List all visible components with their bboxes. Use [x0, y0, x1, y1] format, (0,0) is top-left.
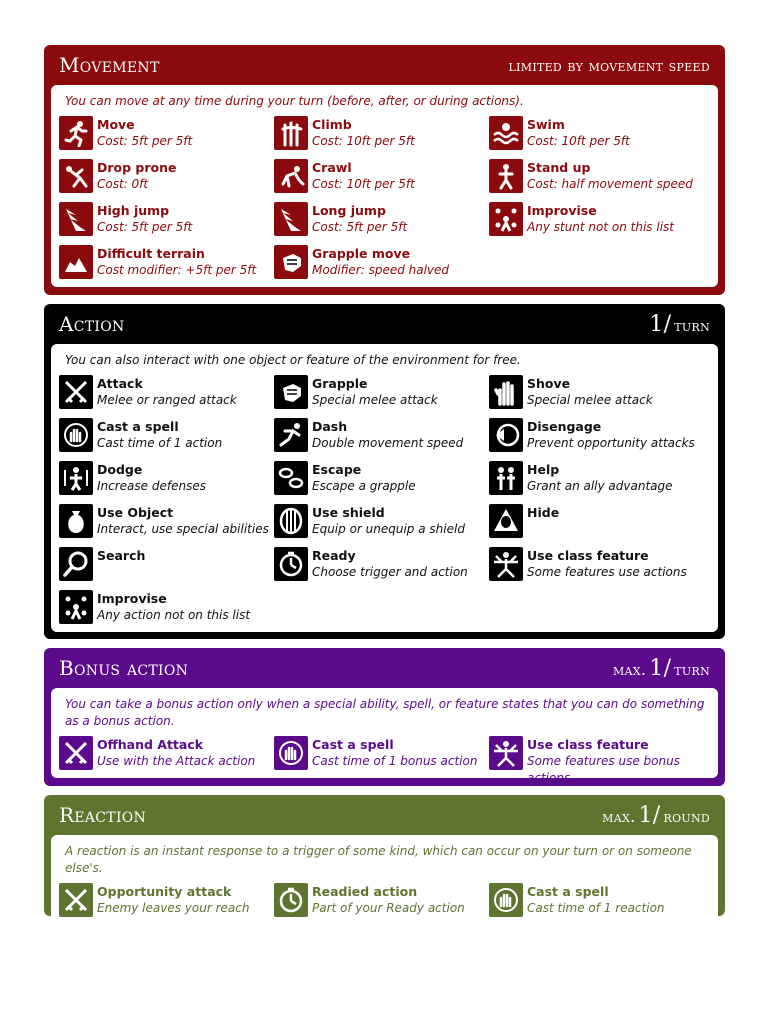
- movement-item-label: Climb: [312, 117, 352, 132]
- action-item-text: [527, 504, 559, 521]
- bonus-item-description: Cast time of 1 bonus action: [312, 754, 478, 768]
- action-limit-word: turn: [674, 315, 710, 335]
- running-icon: [59, 116, 93, 150]
- action-item-description: Equip or unequip a shield: [312, 522, 465, 536]
- movement-item-description: Cost: 10ft per 5ft: [527, 134, 630, 148]
- shield-icon: [274, 504, 308, 538]
- action-item: [274, 547, 489, 583]
- reaction-item-text: [312, 883, 465, 917]
- movement-item-description: Cost: 5ft per 5ft: [312, 220, 408, 234]
- reaction-list: [59, 883, 710, 919]
- movement-item: [489, 116, 704, 152]
- movement-item-label: Difficult terrain: [97, 246, 205, 261]
- reaction-panel: [44, 795, 725, 916]
- action-item-label: Ready: [312, 548, 356, 563]
- sack-icon: [59, 504, 93, 538]
- action-item: [489, 375, 704, 411]
- crossed-swords-icon: [59, 736, 93, 770]
- action-item-text: [312, 461, 416, 495]
- bonus-action-panel: [44, 648, 725, 786]
- action-item-text: [527, 375, 653, 409]
- reaction-title: Reaction: [59, 803, 147, 827]
- action-item-description: Any action not on this list: [97, 608, 251, 622]
- action-item-label: Use Object: [97, 505, 174, 520]
- spell-hand-icon: [489, 883, 523, 917]
- action-intro: You can also interact with one object or feature of the environment for free.: [65, 353, 521, 367]
- movement-item-label: High jump: [97, 203, 170, 218]
- action-item-description: Double movement speed: [312, 436, 464, 450]
- movement-item-description: Cost: 10ft per 5ft: [312, 134, 415, 148]
- crawl-icon: [274, 159, 308, 193]
- movement-limit-text: limited by movement speed: [508, 55, 710, 75]
- sprint-icon: [274, 418, 308, 452]
- reaction-item-description: Cast time of 1 reaction: [527, 901, 665, 915]
- reaction-item-label: Opportunity attack: [97, 884, 232, 899]
- bonus-action-limit: [613, 656, 710, 681]
- action-item-label: Shove: [527, 376, 571, 391]
- reaction-item-description: Part of your Ready action: [312, 901, 465, 915]
- bonus-item-text: [312, 736, 477, 770]
- grapple-fist-icon: [274, 375, 308, 409]
- action-item-description: Prevent opportunity attacks: [527, 436, 695, 450]
- stopwatch-icon: [274, 883, 308, 917]
- winged-boot-icon: [274, 202, 308, 236]
- bonus-item-label: Cast a spell: [312, 737, 394, 752]
- action-item-text: [97, 461, 206, 495]
- action-item: [274, 375, 489, 411]
- action-item-description: Special melee attack: [527, 393, 653, 407]
- movement-item-label: Move: [97, 117, 135, 132]
- action-item-text: [527, 547, 687, 581]
- dodge-icon: [59, 461, 93, 495]
- movement-item-label: Stand up: [527, 160, 591, 175]
- action-list: [59, 375, 710, 626]
- movement-item: [59, 159, 274, 195]
- bonus-action-title: Bonus action: [59, 656, 189, 680]
- magnifier-icon: [59, 547, 93, 581]
- action-item-label: Dash: [312, 419, 348, 434]
- action-item-label: Escape: [312, 462, 362, 477]
- movement-item: [59, 245, 274, 281]
- movement-item-description: Cost: half movement speed: [527, 177, 693, 191]
- action-item-description: Increase defenses: [97, 479, 206, 493]
- movement-item: [489, 202, 704, 238]
- action-item-label: Hide: [527, 505, 560, 520]
- movement-item-label: Crawl: [312, 160, 352, 175]
- bonus-item-label: Use class feature: [527, 737, 649, 752]
- movement-list: [59, 116, 710, 281]
- bonus-action-list: [59, 736, 710, 785]
- action-item-label: Cast a spell: [97, 419, 179, 434]
- movement-title: Movement: [59, 53, 160, 77]
- juggler-icon: [59, 590, 93, 624]
- retreat-icon: [489, 418, 523, 452]
- movement-item: [274, 116, 489, 152]
- reaction-intro: A reaction is an instant response to a trigger of some kind, which can occur on your turn or on someone else's.: [65, 844, 692, 875]
- movement-item-label: Drop prone: [97, 160, 177, 175]
- action-item-text: [97, 590, 250, 624]
- action-item-label: Attack: [97, 376, 143, 391]
- reaction-header: [51, 795, 718, 835]
- movement-item-label: Long jump: [312, 203, 386, 218]
- reaction-item: [489, 883, 704, 919]
- movement-item-text: [527, 202, 674, 236]
- action-item-text: [97, 418, 222, 452]
- falling-icon: [59, 159, 93, 193]
- bonus-item-text: [97, 736, 255, 770]
- action-limit-number: 1/: [649, 311, 672, 337]
- bonus-item-label: Offhand Attack: [97, 737, 204, 752]
- reaction-body: [51, 835, 718, 925]
- two-people-icon: [489, 461, 523, 495]
- crossed-swords-icon: [59, 375, 93, 409]
- reaction-limit-prefix: max.: [602, 806, 636, 826]
- movement-item: [274, 159, 489, 195]
- bonus-item: [489, 736, 704, 785]
- movement-item: [274, 245, 489, 281]
- swim-icon: [489, 116, 523, 150]
- action-item: [274, 418, 489, 454]
- action-item-text: [312, 547, 468, 581]
- reaction-limit-word: round: [663, 806, 710, 826]
- action-item: [489, 418, 704, 454]
- movement-intro: You can move at any time during your turn (before, after, or during actions).: [65, 94, 524, 108]
- movement-item-description: Cost: 10ft per 5ft: [312, 177, 415, 191]
- movement-item-label: Improvise: [527, 203, 597, 218]
- climb-icon: [274, 116, 308, 150]
- movement-item: [274, 202, 489, 238]
- reaction-item-label: Cast a spell: [527, 884, 609, 899]
- bonus-action-intro: You can take a bonus action only when a special ability, spell, or feature states that you can do something as a bonus action.: [65, 697, 705, 728]
- action-item-label: Help: [527, 462, 560, 477]
- action-item-text: [527, 461, 673, 495]
- bonus-action-body: [51, 688, 718, 785]
- movement-item-text: [527, 116, 630, 150]
- movement-item-description: Modifier: speed halved: [312, 263, 450, 277]
- reaction-item: [59, 883, 274, 919]
- action-body: [51, 344, 718, 632]
- action-item-label: Use class feature: [527, 548, 649, 563]
- movement-item-text: [527, 159, 693, 193]
- rocks-icon: [59, 245, 93, 279]
- action-item-text: [97, 547, 145, 564]
- hood-icon: [489, 504, 523, 538]
- movement-item-text: [312, 202, 407, 236]
- movement-panel: [44, 45, 725, 295]
- reaction-limit-number: 1/: [638, 802, 661, 828]
- action-item: [59, 547, 274, 583]
- movement-item-description: Cost: 0ft: [97, 177, 149, 191]
- action-item: [59, 590, 274, 626]
- movement-item-text: [97, 159, 177, 193]
- reaction-item-description: Enemy leaves your reach: [97, 901, 250, 915]
- bonus-item-text: [527, 736, 704, 787]
- movement-item-text: [312, 116, 415, 150]
- action-item: [274, 504, 489, 540]
- movement-body: [51, 85, 718, 287]
- action-item-description: Grant an ally advantage: [527, 479, 673, 493]
- action-item-description: Escape a grapple: [312, 479, 416, 493]
- action-item: [274, 461, 489, 497]
- action-limit: [649, 312, 710, 337]
- action-item-label: Use shield: [312, 505, 385, 520]
- movement-item: [59, 202, 274, 238]
- action-panel: [44, 304, 725, 639]
- action-item-text: [527, 418, 695, 452]
- action-item: [489, 461, 704, 497]
- bonus-item: [59, 736, 274, 772]
- bonus-action-header: [51, 648, 718, 688]
- bonus-item-description: Use with the Attack action: [97, 754, 256, 768]
- bonus-action-limit-number: 1/: [649, 655, 672, 681]
- movement-limit: [509, 56, 711, 75]
- crossed-swords-icon: [59, 883, 93, 917]
- movement-item-description: Any stunt not on this list: [527, 220, 674, 234]
- movement-item: [59, 116, 274, 152]
- action-item-label: Dodge: [97, 462, 143, 477]
- movement-item: [489, 159, 704, 195]
- vitruvian-man-icon: [489, 547, 523, 581]
- action-item-description: Special melee attack: [312, 393, 438, 407]
- movement-item-label: Swim: [527, 117, 565, 132]
- action-item-label: Search: [97, 548, 146, 563]
- movement-item-label: Grapple move: [312, 246, 411, 261]
- open-hand-icon: [489, 375, 523, 409]
- vitruvian-man-icon: [489, 736, 523, 770]
- reaction-item-label: Readied action: [312, 884, 418, 899]
- bonus-item: [274, 736, 489, 772]
- reaction-item: [274, 883, 489, 919]
- movement-item-description: Cost: 5ft per 5ft: [97, 134, 193, 148]
- stand-up-icon: [489, 159, 523, 193]
- movement-header: [51, 45, 718, 85]
- movement-item-text: [97, 202, 192, 236]
- action-item-description: Interact, use special abilities: [97, 522, 269, 536]
- reaction-item-text: [527, 883, 665, 917]
- action-item-description: Melee or ranged attack: [97, 393, 237, 407]
- action-item-label: Grapple: [312, 376, 368, 391]
- movement-item-text: [97, 116, 192, 150]
- grapple-fist-icon: [274, 245, 308, 279]
- movement-item-text: [97, 245, 256, 279]
- spell-hand-icon: [59, 418, 93, 452]
- action-item-text: [97, 504, 269, 538]
- bonus-item-description: Some features use bonus actions: [527, 754, 680, 785]
- broken-chain-icon: [274, 461, 308, 495]
- action-item-text: [312, 375, 438, 409]
- action-item: [489, 504, 704, 540]
- action-item: [59, 418, 274, 454]
- spell-hand-icon: [274, 736, 308, 770]
- juggler-icon: [489, 202, 523, 236]
- reaction-item-text: [97, 883, 249, 917]
- action-item: [59, 504, 274, 540]
- action-item-label: Disengage: [527, 419, 602, 434]
- action-item-description: Choose trigger and action: [312, 565, 468, 579]
- action-item-text: [312, 504, 465, 538]
- action-item-text: [312, 418, 463, 452]
- bonus-action-limit-word: turn: [674, 659, 710, 679]
- action-title: Action: [59, 312, 125, 336]
- reaction-limit: [602, 803, 710, 828]
- action-item: [59, 375, 274, 411]
- movement-item-description: Cost modifier: +5ft per 5ft: [97, 263, 257, 277]
- movement-item-description: Cost: 5ft per 5ft: [97, 220, 193, 234]
- stopwatch-icon: [274, 547, 308, 581]
- action-item-description: Cast time of 1 action: [97, 436, 223, 450]
- bonus-action-limit-prefix: max.: [612, 659, 647, 679]
- action-item: [489, 547, 704, 583]
- winged-boot-icon: [59, 202, 93, 236]
- action-item-text: [97, 375, 237, 409]
- action-item-label: Improvise: [97, 591, 167, 606]
- movement-item-text: [312, 245, 449, 279]
- movement-item-text: [312, 159, 415, 193]
- action-item-description: Some features use actions: [527, 565, 687, 579]
- action-header: [51, 304, 718, 344]
- action-item: [59, 461, 274, 497]
